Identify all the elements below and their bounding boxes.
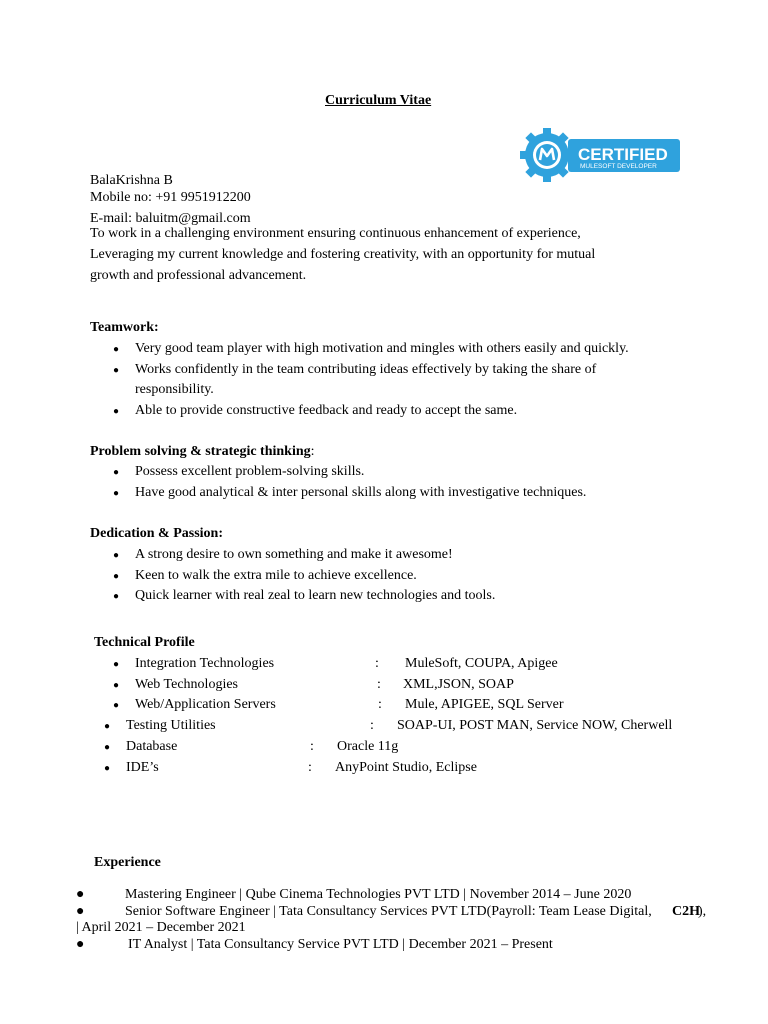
tech-row-separator: : [310, 739, 314, 754]
email-address: E-mail: baluitm@gmail.com [90, 211, 251, 226]
tech-row-value: SOAP-UI, POST MAN, Service NOW, Cherwell [397, 718, 673, 733]
tech-row: ● IDE’s [104, 759, 159, 778]
teamwork-heading: Teamwork: [90, 320, 159, 335]
bullet-icon: ● [104, 742, 111, 753]
tech-row-separator: : [370, 718, 374, 733]
experience-item-emphasis: C2H [672, 904, 700, 919]
bullet-icon: ● [113, 488, 120, 499]
tech-row: ● Testing Utilities [104, 717, 216, 736]
list-item: ● Keen to walk the extra mile to achieve excellence. [113, 567, 417, 586]
tech-row: ● Database [104, 738, 177, 757]
bullet-icon: ● [113, 467, 120, 478]
bullet-icon: ● [113, 406, 120, 417]
tech-row: ● Web/Application Servers [113, 696, 276, 715]
dedication-heading: Dedication & Passion: [90, 526, 223, 541]
tech-row-value: MuleSoft, COUPA, Apigee [405, 656, 558, 671]
bullet-icon: ● [113, 680, 120, 691]
experience-item-tail: ), [698, 904, 707, 919]
tech-row-value: Oracle 11g [337, 739, 399, 754]
list-item: ● Have good analytical & inter personal skills along with investigative techniques. [113, 484, 586, 503]
bullet-icon: ● [113, 571, 120, 582]
list-item: ● Quick learner with real zeal to learn new technologies and tools. [113, 587, 495, 606]
experience-heading: Experience [94, 855, 161, 870]
list-item: ● Very good team player with high motivation and mingles with others easily and quickly. [113, 340, 629, 359]
bullet-icon: ● [113, 591, 120, 602]
objective-line: growth and professional advancement. [90, 268, 307, 283]
list-item: ● Works confidently in the team contributing ideas effectively by taking the share of [113, 361, 596, 380]
list-item: ● A strong desire to own something and make it awesome! [113, 546, 453, 565]
technical-profile-heading: Technical Profile [94, 635, 195, 650]
bullet-icon: ● [113, 344, 120, 355]
bullet-icon: ● [76, 937, 85, 952]
bullet-icon: ● [76, 904, 85, 919]
problem-solving-heading: Problem solving & strategic thinking: [90, 444, 315, 459]
tech-row-separator: : [377, 677, 381, 692]
list-item-continuation: responsibility. [135, 382, 214, 397]
list-item: ● Able to provide constructive feedback and ready to accept the same. [113, 402, 517, 421]
tech-row-separator: : [378, 697, 382, 712]
tech-row-value: AnyPoint Studio, Eclipse [335, 760, 477, 775]
experience-item: IT Analyst | Tata Consultancy Service PVT LTD | December 2021 – Present [128, 937, 553, 952]
bullet-icon: ● [113, 700, 120, 711]
objective-line: To work in a challenging environment ensuring continuous enhancement of experience, [90, 226, 581, 241]
tech-row-value: XML,JSON, SOAP [403, 677, 514, 692]
bullet-icon: ● [104, 763, 111, 774]
experience-item-continuation: | April 2021 – December 2021 [76, 920, 246, 935]
experience-item: Mastering Engineer | Qube Cinema Technologies PVT LTD | November 2014 – June 2020 [125, 887, 632, 902]
objective-line: Leveraging my current knowledge and fostering creativity, with an opportunity for mutual [90, 247, 596, 262]
mulesoft-certified-badge [520, 128, 682, 182]
tech-row: ● Web Technologies [113, 676, 238, 695]
page-title: Curriculum Vitae [325, 93, 432, 108]
bullet-icon: ● [113, 659, 120, 670]
svg-text:CERTIFIED: CERTIFIED [578, 145, 668, 164]
mobile-number: Mobile no: +91 9951912200 [90, 190, 251, 205]
tech-row: ● Integration Technologies [113, 655, 274, 674]
gear-icon [520, 128, 574, 182]
bullet-icon: ● [104, 721, 111, 732]
tech-row-separator: : [375, 656, 379, 671]
list-item: ● Possess excellent problem-solving skills. [113, 463, 364, 482]
bullet-icon: ● [113, 365, 120, 376]
candidate-name: BalaKrishna B [90, 173, 173, 188]
bullet-icon: ● [113, 550, 120, 561]
svg-text:MULESOFT DEVELOPER: MULESOFT DEVELOPER [580, 163, 657, 170]
bullet-icon: ● [76, 887, 85, 902]
tech-row-separator: : [308, 760, 312, 775]
experience-item: Senior Software Engineer | Tata Consultancy Services PVT LTD(Payroll: Team Lease Digital, [125, 904, 652, 919]
tech-row-value: Mule, APIGEE, SQL Server [405, 697, 564, 712]
